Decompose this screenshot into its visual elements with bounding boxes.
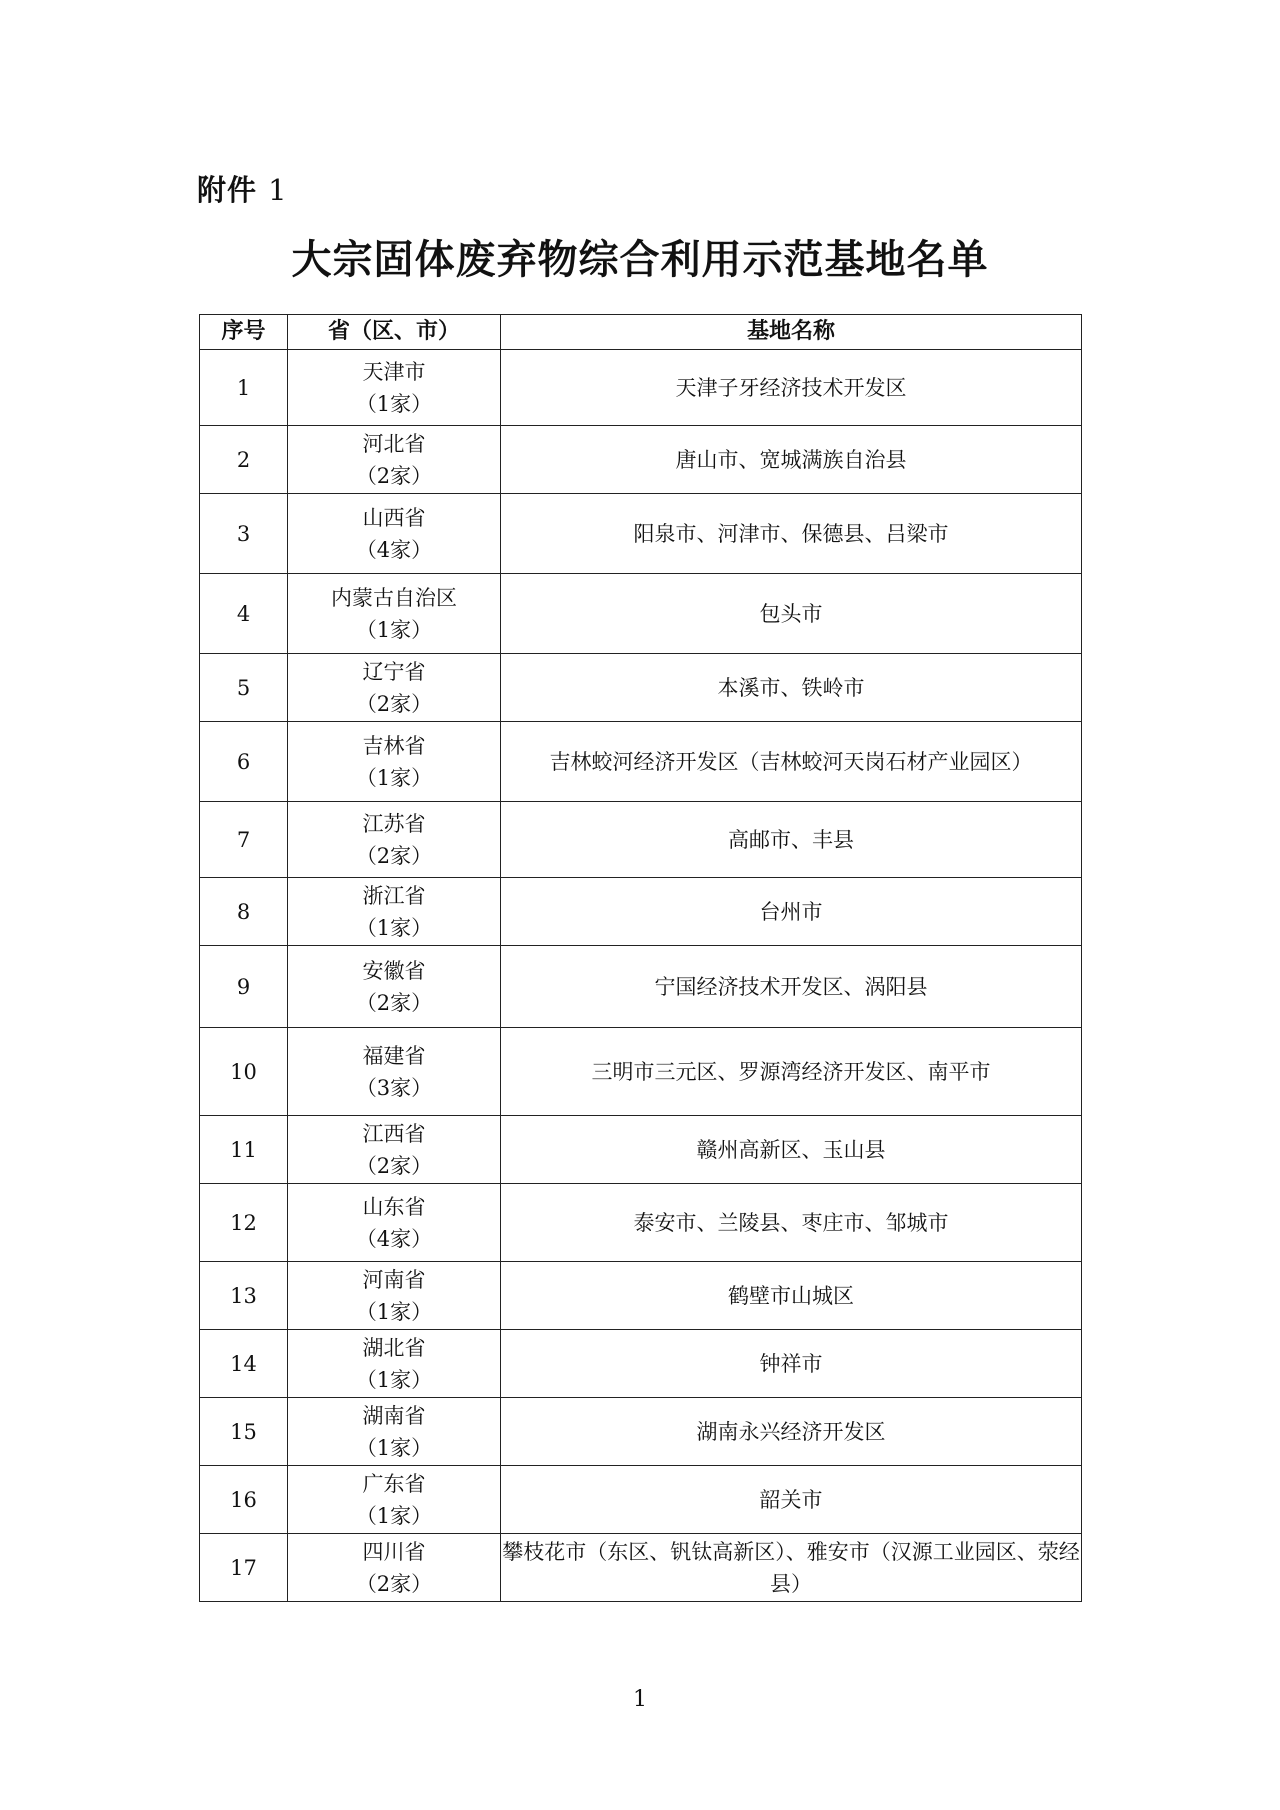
table-row (200, 494, 1082, 574)
header-base-name: 基地名称 (501, 315, 1082, 350)
row-base-name: 天津子牙经济技术开发区 (501, 350, 1082, 426)
table-row (200, 1028, 1082, 1116)
row-number: 9 (200, 946, 288, 1028)
province-base-count: （4家） (355, 1226, 433, 1251)
row-base-name: 湖南永兴经济开发区 (501, 1398, 1082, 1466)
province-name: 浙江省 (362, 883, 426, 908)
row-province (288, 350, 501, 426)
province-base-count: （1家） (355, 1299, 433, 1324)
table-row (200, 1534, 1082, 1602)
province-name: 湖北省 (362, 1335, 426, 1360)
province-name: 四川省 (362, 1539, 426, 1564)
province-name: 内蒙古自治区 (331, 585, 457, 610)
province-base-count: （1家） (355, 1435, 433, 1460)
table-row (200, 878, 1082, 946)
page-number: 1 (633, 1687, 647, 1712)
province-name: 江苏省 (362, 811, 426, 836)
table-body (200, 350, 1082, 1602)
row-province (288, 1262, 501, 1330)
row-base-name: 钟祥市 (501, 1330, 1082, 1398)
province-base-count: （2家） (355, 691, 433, 716)
row-province (288, 654, 501, 722)
province-name: 山西省 (362, 505, 426, 530)
row-province (288, 494, 501, 574)
row-base-name: 阳泉市、河津市、保德县、吕梁市 (501, 494, 1082, 574)
row-number: 11 (200, 1116, 288, 1184)
row-number: 4 (200, 574, 288, 654)
row-base-name: 泰安市、兰陵县、枣庄市、邹城市 (501, 1184, 1082, 1262)
row-province (288, 802, 501, 878)
table-row (200, 426, 1082, 494)
province-name: 江西省 (362, 1121, 426, 1146)
row-number: 16 (200, 1466, 288, 1534)
table-row (200, 1466, 1082, 1534)
province-base-count: （1家） (355, 1367, 433, 1392)
row-province (288, 1116, 501, 1184)
row-base-name: 赣州高新区、玉山县 (501, 1116, 1082, 1184)
row-number: 2 (200, 426, 288, 494)
province-name: 广东省 (362, 1471, 426, 1496)
province-base-count: （1家） (355, 391, 433, 416)
row-base-name: 宁国经济技术开发区、涡阳县 (501, 946, 1082, 1028)
header-province: 省（区、市） (288, 315, 501, 350)
row-base-name: 攀枝花市（东区、钒钛高新区）、雅安市（汉源工业园区、荥经县） (501, 1534, 1082, 1602)
document-title: 大宗固体废弃物综合利用示范基地名单 (291, 237, 989, 283)
row-province (288, 878, 501, 946)
row-province (288, 1330, 501, 1398)
row-number: 8 (200, 878, 288, 946)
province-name: 天津市 (362, 359, 426, 384)
table-header-row (200, 315, 1082, 350)
row-province (288, 574, 501, 654)
province-name: 安徽省 (362, 958, 426, 983)
table-row (200, 1398, 1082, 1466)
province-base-count: （2家） (355, 843, 433, 868)
row-number: 10 (200, 1028, 288, 1116)
attachment-label (197, 168, 288, 209)
row-province (288, 722, 501, 802)
row-base-name: 本溪市、铁岭市 (501, 654, 1082, 722)
row-base-name: 吉林蛟河经济开发区（吉林蛟河天岗石材产业园区） (501, 722, 1082, 802)
province-base-count: （1家） (355, 1503, 433, 1528)
attachment-label-text: 附件 (197, 173, 258, 207)
row-number: 15 (200, 1398, 288, 1466)
province-base-count: （2家） (355, 463, 433, 488)
province-base-count: （1家） (355, 617, 433, 642)
row-province (288, 1466, 501, 1534)
row-base-name: 台州市 (501, 878, 1082, 946)
row-number: 12 (200, 1184, 288, 1262)
row-base-name: 唐山市、宽城满族自治县 (501, 426, 1082, 494)
row-base-name: 三明市三元区、罗源湾经济开发区、南平市 (501, 1028, 1082, 1116)
row-number: 6 (200, 722, 288, 802)
province-name: 辽宁省 (362, 659, 426, 684)
row-province (288, 426, 501, 494)
province-name: 山东省 (362, 1194, 426, 1219)
row-number: 13 (200, 1262, 288, 1330)
table-row (200, 802, 1082, 878)
table-row (200, 1262, 1082, 1330)
row-number: 7 (200, 802, 288, 878)
row-base-name: 包头市 (501, 574, 1082, 654)
row-base-name: 鹤壁市山城区 (501, 1262, 1082, 1330)
row-base-name: 韶关市 (501, 1466, 1082, 1534)
row-number: 1 (200, 350, 288, 426)
row-number: 3 (200, 494, 288, 574)
province-base-count: （1家） (355, 915, 433, 940)
table-row (200, 722, 1082, 802)
province-base-count: （2家） (355, 1571, 433, 1596)
province-name: 吉林省 (362, 733, 426, 758)
province-name: 福建省 (362, 1043, 426, 1068)
table-row (200, 350, 1082, 426)
province-name: 河北省 (362, 431, 426, 456)
row-province (288, 946, 501, 1028)
province-base-count: （4家） (355, 537, 433, 562)
demonstration-base-table (199, 314, 1082, 1602)
table-row (200, 1330, 1082, 1398)
row-province (288, 1028, 501, 1116)
row-province (288, 1534, 501, 1602)
table-row (200, 574, 1082, 654)
row-province (288, 1184, 501, 1262)
row-base-name: 高邮市、丰县 (501, 802, 1082, 878)
row-number: 14 (200, 1330, 288, 1398)
province-base-count: （1家） (355, 765, 433, 790)
province-name: 河南省 (362, 1267, 426, 1292)
province-name: 湖南省 (362, 1403, 426, 1428)
table-row (200, 654, 1082, 722)
attachment-number: 1 (268, 173, 288, 207)
province-base-count: （2家） (355, 990, 433, 1015)
province-base-count: （2家） (355, 1153, 433, 1178)
row-number: 5 (200, 654, 288, 722)
row-number: 17 (200, 1534, 288, 1602)
row-province (288, 1398, 501, 1466)
table-row (200, 1184, 1082, 1262)
header-no: 序号 (200, 315, 288, 350)
table-row (200, 946, 1082, 1028)
province-base-count: （3家） (355, 1075, 433, 1100)
table-row (200, 1116, 1082, 1184)
